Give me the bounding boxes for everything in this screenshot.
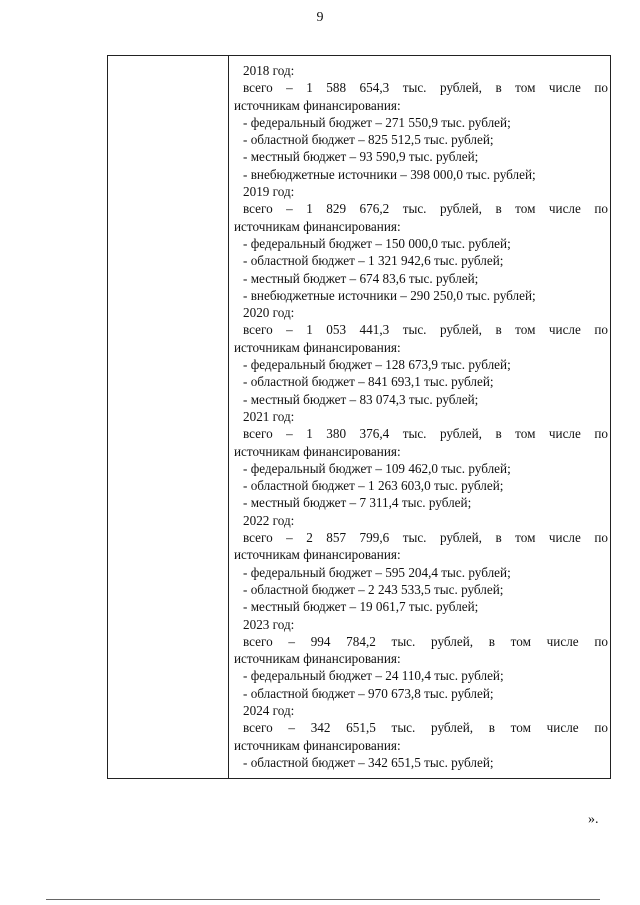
- total-line: всего – 1 053 441,3 тыс. рублей, в том числе по: [243, 322, 608, 338]
- total-line: всего – 1 380 376,4 тыс. рублей, в том числе по: [243, 426, 608, 442]
- budget-item: - федеральный бюджет – 128 673,9 тыс. рублей;: [243, 357, 511, 373]
- budget-item: - местный бюджет – 674 83,6 тыс. рублей;: [243, 270, 479, 286]
- year-heading: 2021 год:: [243, 408, 295, 424]
- year-heading: 2018 год:: [243, 63, 295, 78]
- column-divider: [228, 56, 229, 778]
- budget-item: - областной бюджет – 841 693,1 тыс. рублей;: [243, 374, 494, 390]
- budget-item: - федеральный бюджет – 595 204,4 тыс. рублей;: [243, 564, 511, 580]
- total-line: всего – 2 857 799,6 тыс. рублей, в том числе по: [243, 530, 608, 546]
- bottom-rule: [46, 899, 600, 900]
- budget-item: - местный бюджет – 7 311,4 тыс. рублей;: [243, 495, 472, 511]
- budget-item: - областной бюджет – 1 321 942,6 тыс. рублей;: [243, 253, 504, 269]
- budget-item: - областной бюджет – 970 673,8 тыс. рублей;: [243, 685, 494, 701]
- sources-label: источникам финансирования:: [234, 339, 401, 355]
- page-number: 9: [316, 10, 324, 25]
- year-heading: 2022 год:: [243, 512, 295, 528]
- budget-item: - областной бюджет – 342 651,5 тыс. рублей;: [243, 754, 494, 770]
- budget-item: - областной бюджет – 2 243 533,5 тыс. рублей;: [243, 581, 504, 597]
- sources-label: источникам финансирования:: [234, 737, 401, 753]
- budget-item: - федеральный бюджет – 24 110,4 тыс. рублей;: [243, 668, 504, 684]
- sources-label: источникам финансирования:: [234, 443, 401, 459]
- total-line: всего – 1 588 654,3 тыс. рублей, в том числе по: [243, 80, 608, 96]
- sources-label: источникам финансирования:: [234, 218, 401, 234]
- budget-item: - федеральный бюджет – 271 550,9 тыс. рублей;: [243, 114, 511, 130]
- total-line: всего – 994 784,2 тыс. рублей, в том числе по: [243, 633, 608, 649]
- year-heading: 2020 год:: [243, 305, 295, 321]
- budget-item: - областной бюджет – 1 263 603,0 тыс. рублей;: [243, 478, 504, 494]
- budget-item: - внебюджетные источники – 398 000,0 тыс. рублей;: [243, 166, 536, 182]
- budget-item: - внебюджетные источники – 290 250,0 тыс. рублей;: [243, 287, 536, 303]
- funding-text-cell: [234, 62, 608, 771]
- sources-label: источникам финансирования:: [234, 651, 401, 667]
- total-line: всего – 342 651,5 тыс. рублей, в том числе по: [243, 720, 608, 736]
- funding-table: [107, 55, 611, 779]
- budget-item: - местный бюджет – 19 061,7 тыс. рублей;: [243, 599, 479, 615]
- budget-item: - местный бюджет – 93 590,9 тыс. рублей;: [243, 149, 479, 165]
- budget-item: - федеральный бюджет – 109 462,0 тыс. рублей;: [243, 460, 511, 476]
- total-line: всего – 1 829 676,2 тыс. рублей, в том числе по: [243, 201, 608, 217]
- sources-label: источникам финансирования:: [234, 547, 401, 563]
- year-heading: 2024 год:: [243, 702, 295, 718]
- budget-item: - федеральный бюджет – 150 000,0 тыс. рублей;: [243, 235, 511, 251]
- closing-quote: ».: [588, 812, 599, 827]
- sources-label: источникам финансирования:: [234, 97, 401, 113]
- budget-item: - местный бюджет – 83 074,3 тыс. рублей;: [243, 391, 479, 407]
- year-heading: 2023 год:: [243, 616, 295, 632]
- budget-item: - областной бюджет – 825 512,5 тыс. рублей;: [243, 132, 494, 148]
- year-heading: 2019 год:: [243, 184, 295, 200]
